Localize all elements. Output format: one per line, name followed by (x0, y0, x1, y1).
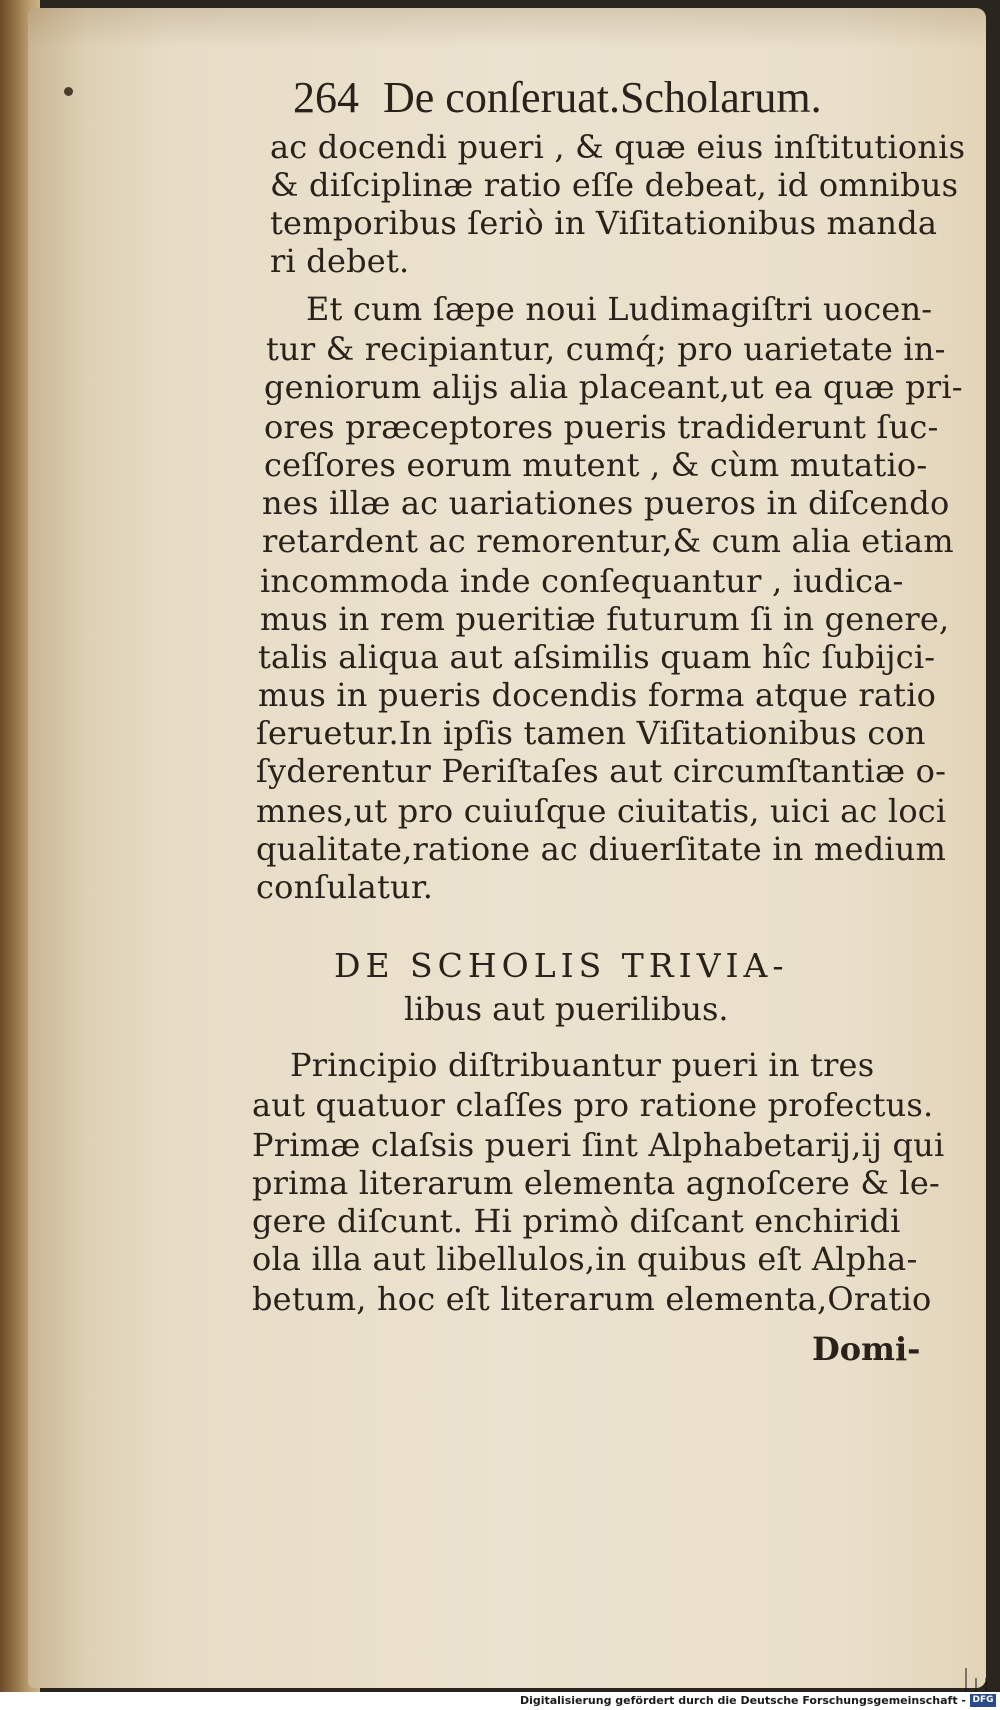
body-line: geniorum alijs alia placeant,ut ea quæ pri- (264, 368, 963, 406)
section-subheading: libus aut puerilibus. (404, 990, 729, 1028)
body-line: conſulatur. (256, 868, 434, 906)
section-line: Principio diſtribuantur pueri in tres (290, 1046, 875, 1084)
section-line: prima literarum elementa agnoſcere & le- (252, 1164, 940, 1202)
body-line: tur & recipiantur, cumq́; pro uarietate in- (266, 330, 946, 368)
footer-credit: Digitalisierung gefördert durch die Deutsche Forschungsgemeinschaft - (519, 1694, 966, 1707)
catchword: Domi- (812, 1330, 921, 1368)
body-line: ac docendi pueri , & quæ eius inſtitutionis (270, 128, 966, 166)
body-line: ceſſores eorum mutent , & cùm mutatio- (264, 446, 928, 484)
body-line: temporibus ſeriò in Viſitationibus manda (270, 204, 938, 242)
running-head (293, 72, 933, 123)
running-title: De conſeruat.Scholarum. (383, 73, 822, 122)
body-line: retardent ac remorentur,& cum alia etiam (262, 522, 954, 560)
body-line: qualitate,ratione ac diuerſitate in medium (256, 830, 947, 868)
ruler-marks (960, 1668, 1000, 1692)
body-line: ores præceptores pueris tradiderunt ſuc- (264, 408, 939, 446)
section-line: ola illa aut libellulos,in quibus eſt Alpha- (252, 1240, 918, 1278)
body-line: Et cum ſæpe noui Ludimagiſtri uocen- (306, 290, 933, 328)
body-line: ſyderentur Periſtaſes aut circumſtantiæ o- (256, 752, 947, 790)
page-shadow (28, 8, 986, 48)
body-line: mus in rem pueritiæ futurum ſi in genere, (260, 600, 950, 638)
body-line: nes illæ ac uariationes pueros in diſcendo (262, 484, 950, 522)
section-line: Primæ claſsis pueri ſint Alphabetarij,ij qui (252, 1126, 945, 1164)
ink-spot (64, 87, 73, 96)
section-line: gere diſcunt. Hi primò diſcant enchiridi (252, 1202, 901, 1240)
section-line: aut quatuor claſſes pro ratione profectus. (252, 1086, 934, 1124)
body-line: ri debet. (270, 242, 410, 280)
body-line: mus in pueris docendis forma atque ratio (258, 676, 937, 714)
body-line: incommoda inde conſequantur , iudica- (260, 562, 904, 600)
body-line: & diſciplinæ ratio eſſe debeat, id omnibus (270, 166, 959, 204)
body-line: talis aliqua aut aſsimilis quam hîc ſubijci- (258, 638, 936, 676)
body-line: ſeruetur.In ipſis tamen Viſitationibus con (256, 714, 926, 752)
section-heading: DE SCHOLIS TRIVIA- (334, 946, 789, 985)
body-line: mnes,ut pro cuiuſque ciuitatis, uici ac loci (256, 792, 947, 830)
page-number: 264 (293, 73, 359, 122)
dfg-logo: DFG (970, 1694, 996, 1707)
section-line: betum, hoc eſt literarum elementa,Oratio (252, 1280, 932, 1318)
